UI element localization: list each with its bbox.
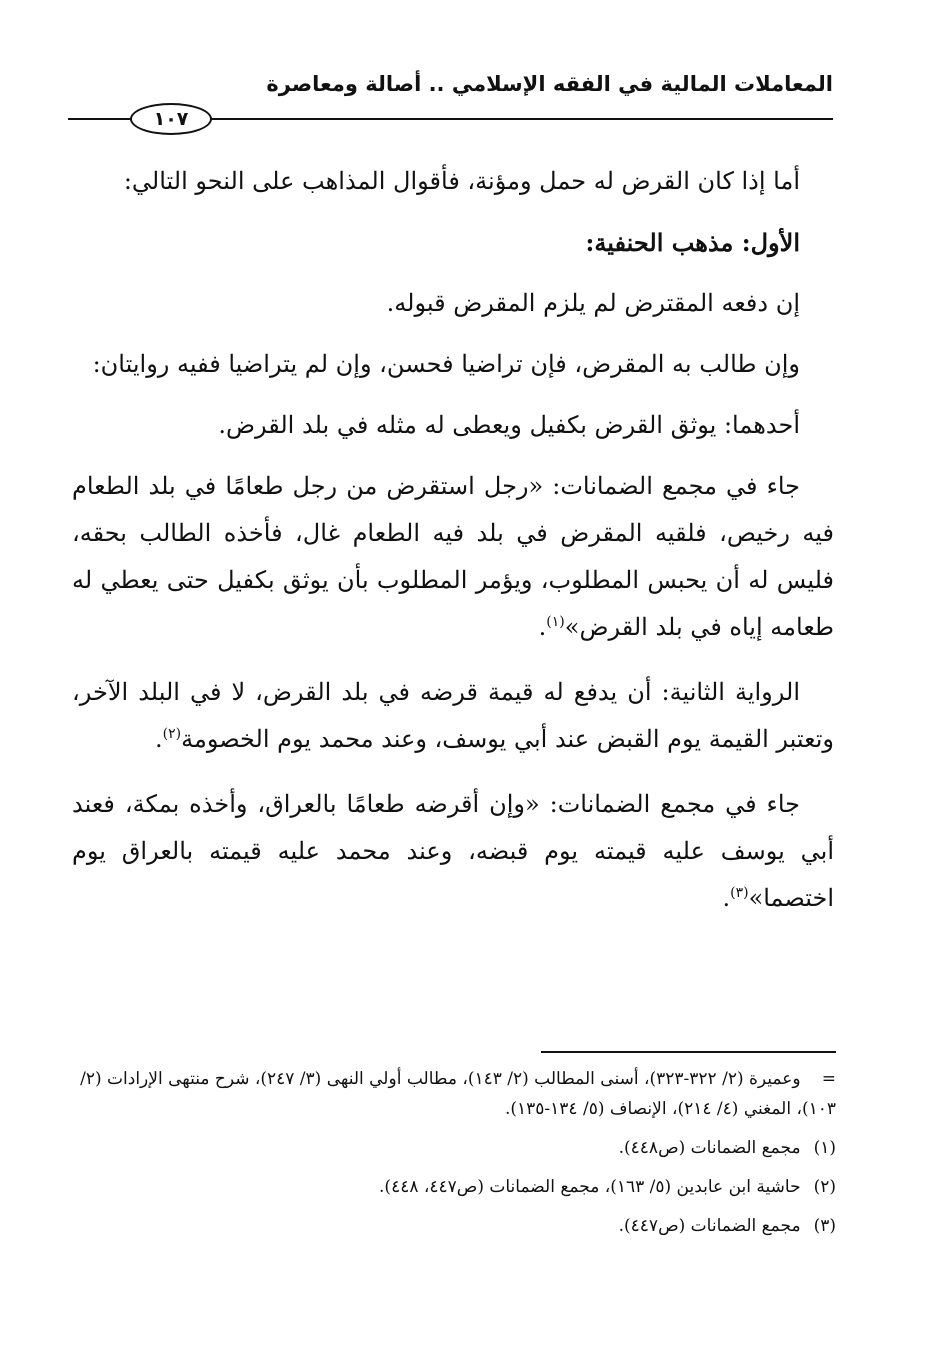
quote-2-text: جاء في مجمع الضمانات: «وإن أقرضه طعامًا بالعراق، وأخذه بمكة، فعند أبي يوسف عليه قيمته يوم قبضه، وعند محمد عليه قيمته بالعراق يوم اختصما» — [72, 790, 834, 912]
paragraph-quote-2 — [72, 781, 834, 922]
footnote-ref-3: (٣) — [730, 885, 749, 901]
section-heading: الأول: مذهب الحنفية: — [585, 228, 800, 257]
footnote-mark: (٣) — [813, 1216, 836, 1236]
footnote-3 — [80, 1211, 836, 1241]
footnote-text: مجمع الضمانات (ص٤٤٧). — [618, 1216, 801, 1236]
paragraph-second-narration — [72, 669, 834, 763]
footnote-continued — [80, 1064, 836, 1124]
footnote-text: وعميرة (٢/ ٣٢٢-٣٢٣)، أسنى المطالب (٢/ ١٤٣)، مطالب أولي النهى (٣/ ٢٤٧)، شرح منتهى الإرادات (٢/ ١٠٣)، المغني (٤/ ٢١٤)، الإنصاف (٥/ ١٣٤-١٣٥). — [80, 1069, 836, 1119]
footnote-1 — [80, 1133, 836, 1163]
running-header-title: المعاملات المالية في الفقه الإسلامي .. أصالة ومعاصرة — [266, 72, 833, 96]
paragraph-quote-1 — [72, 463, 834, 651]
paragraph-borrower-pays: إن دفعه المقترض لم يلزم المقرض قبوله. — [386, 289, 800, 317]
footnotes — [80, 1064, 836, 1250]
period-1: . — [538, 613, 547, 641]
footnote-mark: (١) — [813, 1138, 836, 1158]
footnote-separator — [541, 1051, 836, 1053]
second-narration-text: الرواية الثانية: أن يدفع له قيمة قرضه في بلد القرض، لا في البلد الآخر، وتعتبر القيمة يوم القبض عند أبي يوسف، وعند محمد يوم الخصومة — [72, 678, 834, 753]
footnote-text: حاشية ابن عابدين (٥/ ١٦٣)، مجمع الضمانات (ص٤٤٧، ٤٤٨). — [379, 1177, 801, 1197]
main-text — [72, 158, 834, 940]
footnote-mark: (٢) — [813, 1177, 836, 1197]
period-3: . — [722, 884, 731, 912]
period-2: . — [155, 725, 163, 753]
footnote-ref-2: (٢) — [162, 726, 182, 742]
paragraph-intro: أما إذا كان القرض له حمل ومؤنة، فأقوال المذاهب على النحو التالي: — [123, 167, 800, 195]
footnote-text: مجمع الضمانات (ص٤٤٨). — [618, 1138, 801, 1158]
paragraph-lender-demands: وإن طالب به المقرض، فإن تراضيا فحسن، وإن لم يتراضيا ففيه روايتان: — [92, 350, 800, 378]
page-number: ١٠٧ — [130, 103, 212, 135]
footnote-mark: = — [821, 1069, 836, 1089]
footnote-ref-1: (١) — [546, 614, 565, 630]
footnote-2 — [80, 1172, 836, 1202]
paragraph-first-narration: أحدهما: يوثق القرض بكفيل ويعطى له مثله في بلد القرض. — [218, 411, 800, 439]
quote-1-text: جاء في مجمع الضمانات: «رجل استقرض من رجل طعامًا في بلد الطعام فيه رخيص، فلقيه المقرض في بلد فيه الطعام غال، فأخذه الطالب بحقه، فليس له أن يحبس المطلوب، ويؤمر المطلوب بأن يوثق بكفيل حتى يعطي له طعامه إياه في بلد القرض» — [72, 472, 834, 641]
